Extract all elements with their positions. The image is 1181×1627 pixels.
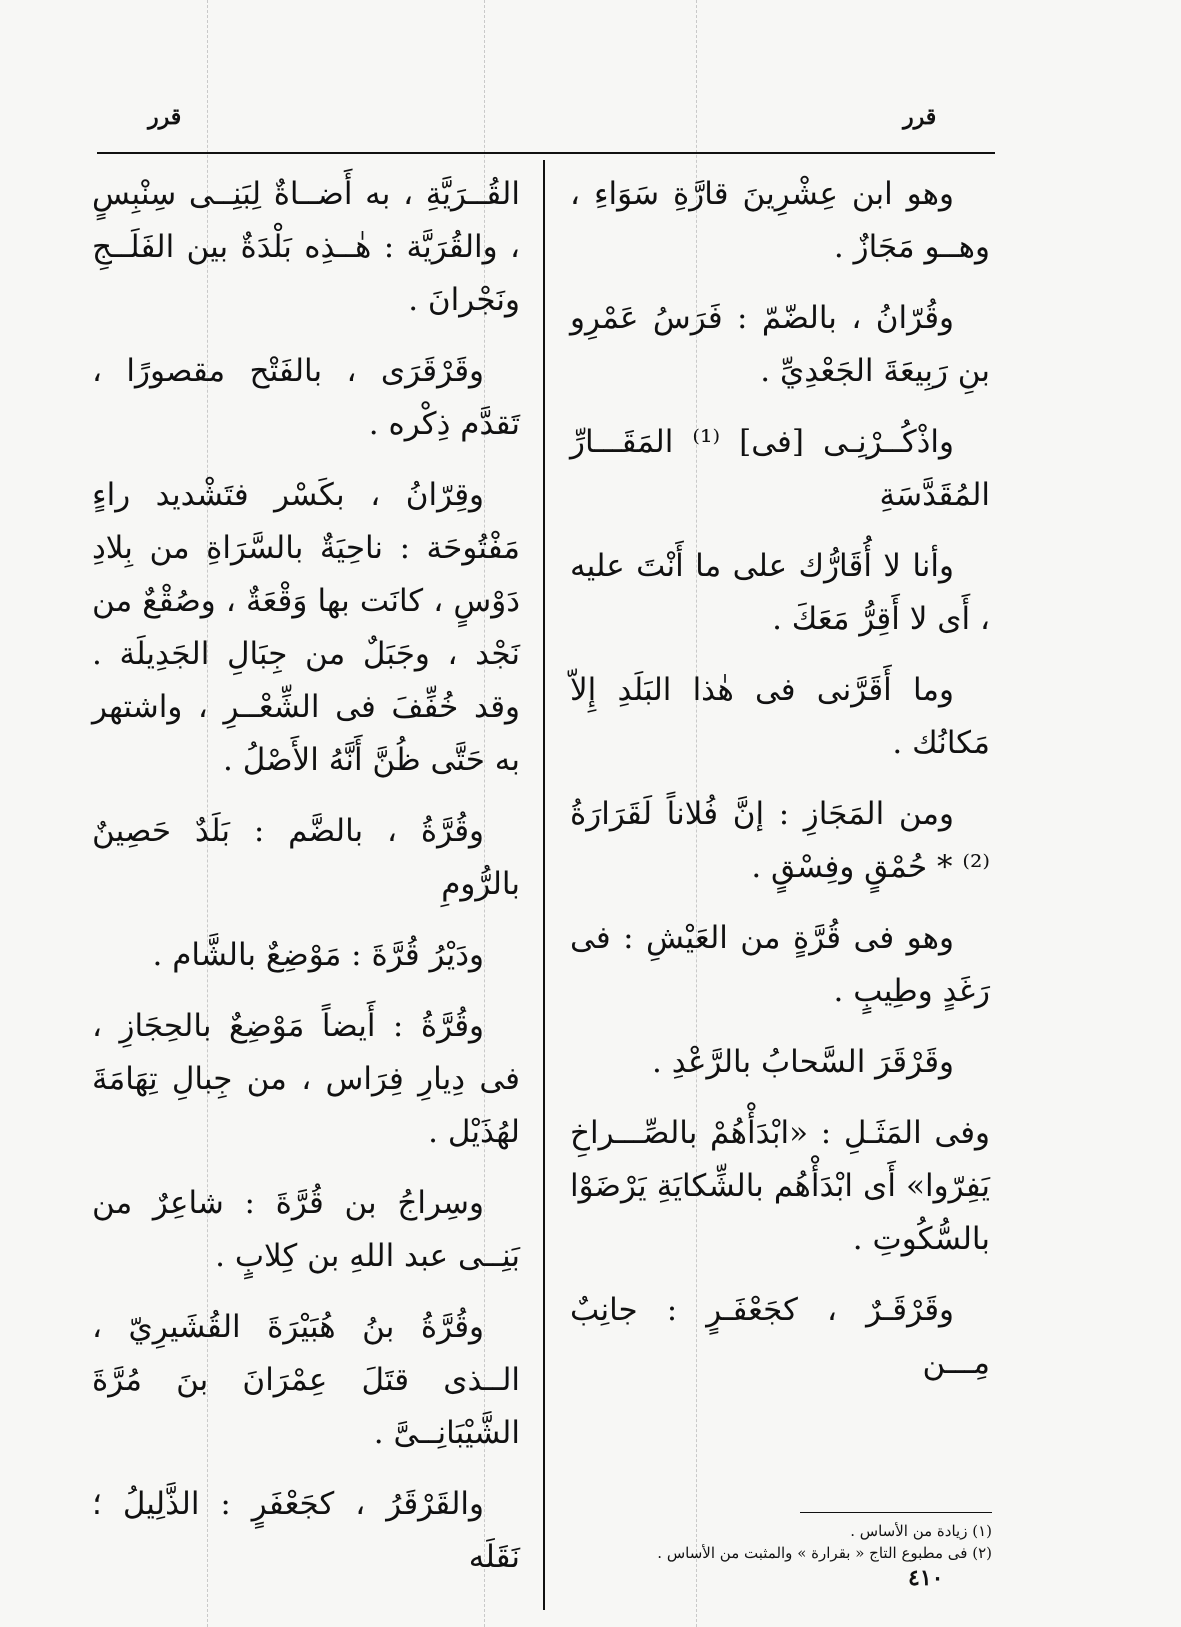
paragraph: وفى المَثَـلِ : «ابْدَأْهُمْ بالصِّـــراخِ يَفِرّوا» أَى ابْدَأْهُم بالشِّكايَةِ يَرْضَوْا بالسُّكُوتِ . [570,1115,990,1257]
header-left-word: قرر [148,104,182,130]
footnote: (١) زيادة من الأساس . [850,1522,992,1540]
paragraph: وقَرْقَرَى ، بالفَتْح مقصورًا ، تَقدَّم ذِكْره . [92,353,520,442]
paragraph: ومن المَجَازِ : إنَّ فُلاناً لَقَرَارَةُ ⁽²⁾ * حُمْقٍ وفِسْقٍ . [570,796,990,885]
paragraph: واذْكُــرْنِـى [فى] ⁽¹⁾ المَقَـــارِّ المُقَدَّسَةِ [570,424,990,513]
footnote-rule [800,1512,992,1513]
paragraph: ودَيْرُ قُرَّةَ : مَوْضِعٌ بالشَّام . [152,937,484,973]
header-right-word: قرر [903,104,937,130]
paragraph: وسِراجُ بن قُرَّةَ : شاعِرٌ من بَنِــى عبد اللهِ بن كِلابٍ . [92,1185,520,1274]
paragraph: وهو ابن عِشْرِينَ قارَّةِ سَوَاءِ ، وهــو مَجَازٌ . [570,176,990,265]
right-column [570,168,990,1408]
header-rule [97,152,995,154]
paragraph: وما أَقَرَّنى فى هٰذا البَلَدِ إِلاّ مَكانُك . [570,672,990,761]
paragraph: وقُرّانُ ، بالضّمّ : فَرَسُ عَمْرِو بنِ رَبِيعَةَ الجَعْدِيِّ . [570,300,990,389]
footnote: (٢) فى مطبوع التاج « بقرارة » والمثبت من الأساس . [657,1544,992,1562]
paragraph: وأنا لا أُقَارُّك على ما أَنْتَ عليه ، أَى لا أَقِرُّ مَعَكَ . [570,548,990,637]
paragraph: وقُرَّةُ ، بالضَّم : بَلَدٌ حَصِينٌ بالرُّومِ [92,813,520,902]
paragraph: وقِرّانُ ، بكَسْر فتَشْديد راءٍ مَفْتُوحَة : ناحِيَةٌ بالسَّرَاةِ من بِلادِ دَوْسٍ ، كانَت بها وَقْعَةٌ ، وصُقْعٌ من نَجْد ، وجَبَلٌ من جِبَالِ الجَدِيلَة . وقد خُفِّفَ فى الشِّعْــرِ ، واشتهر به حَتَّى ظُنَّ أَنَّهُ الأَصْلُ . [92,477,520,778]
left-column [92,168,520,1602]
paragraph: القُــرَيَّةِ ، به أَضــاةٌ لِبَنِــى سِنْبِسٍ ، والقُرَيَّة : هٰــذِه بَلْدَةٌ بين الفَلَــجِ ونَجْرانَ . [92,176,520,318]
paragraph: وقَرْقَـرٌ ، كجَعْفَـرٍ : جانِبٌ مِـــن [570,1292,990,1381]
paragraph: وهو فى قُرَّةٍ من العَيْشِ : فى رَغَدٍ وطِيبٍ . [570,920,990,1009]
page-number: ٤١٠ [908,1565,944,1591]
paragraph: وقُرَّةُ : أَيضاً مَوْضِعٌ بالحِجَازِ ، فى دِيارِ فِرَاس ، من جِبالِ تِهَامَةَ لهُذَيْل . [92,1008,520,1150]
column-divider [543,160,545,1610]
paragraph: وقَرْقَرَ السَّحابُ بالرَّعْدِ . [652,1044,954,1080]
paragraph: وقُرَّةُ بنُ هُبَيْرَةَ القُشَيرِيّ ، الــذى قتَلَ عِمْرَانَ بنَ مُرَّةَ الشَّيْبَانِــىَّ . [92,1309,520,1451]
paragraph: والقَرْقَرُ ، كجَعْفَرٍ : الذَّلِيلُ ؛ نَقَلَه [92,1486,520,1575]
